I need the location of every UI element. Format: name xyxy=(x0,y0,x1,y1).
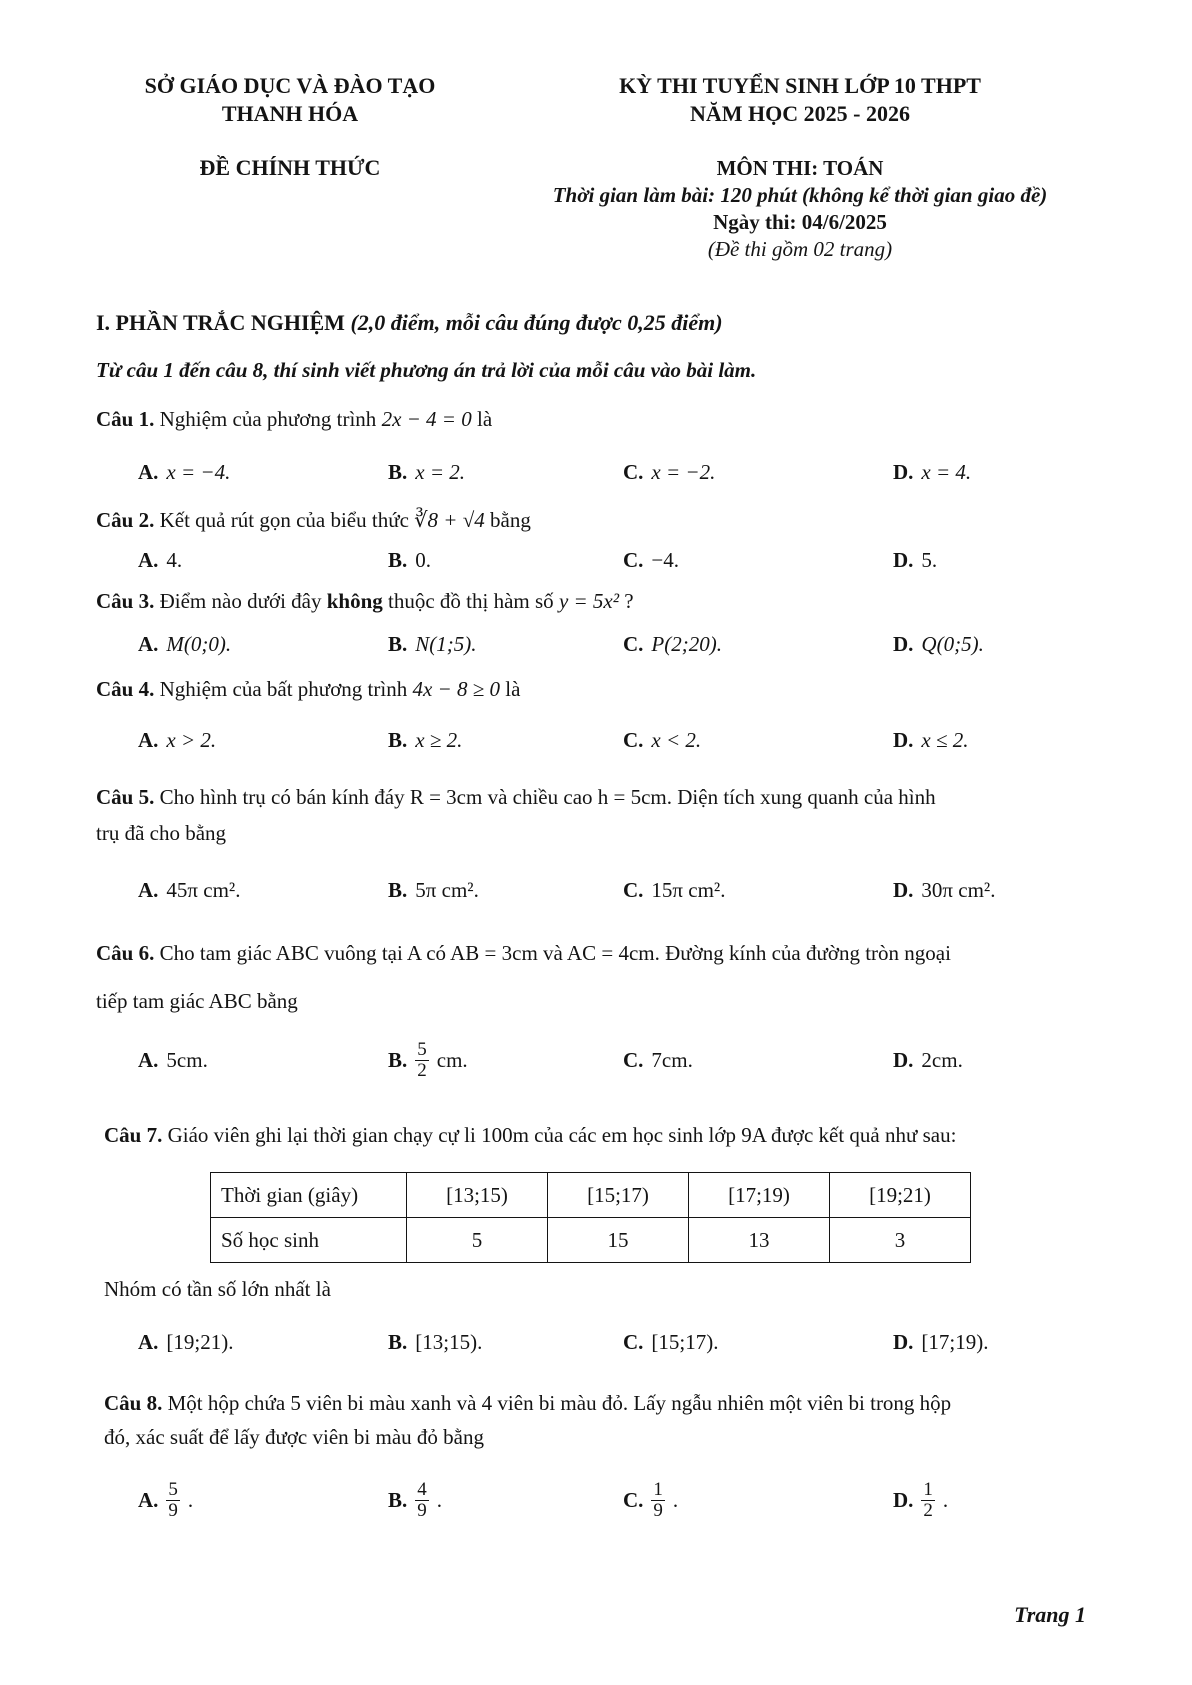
option-b[interactable]: B. N(1;5). xyxy=(388,632,477,656)
options-5 xyxy=(138,878,1098,918)
options-7 xyxy=(138,1330,1098,1370)
option-c[interactable]: C. 7cm. xyxy=(623,1048,693,1072)
question-number: Câu 1. xyxy=(96,407,155,431)
options-3 xyxy=(138,632,1098,672)
question-number: Câu 5. xyxy=(96,785,155,809)
fraction: $\frac{4}{9}$ xyxy=(417,1479,427,1521)
question-line-1: Một hộp chứa 5 viên bi màu xanh và 4 viên bi màu đỏ. Lấy ngẫu nhiên một viên bi trong hộp xyxy=(167,1391,952,1415)
question-1 xyxy=(96,402,1096,436)
question-2 xyxy=(96,503,1096,537)
options-1 xyxy=(138,460,1098,500)
fraction: $\frac{1}{2}$ xyxy=(923,1479,933,1521)
option-d[interactable]: D. 2cm. xyxy=(893,1048,963,1072)
option-c[interactable]: C. P(2;20). xyxy=(623,632,722,656)
option-c[interactable]: C. 15π cm². xyxy=(623,878,726,902)
exam-details xyxy=(480,155,1120,263)
question-line-1: Giáo viên ghi lại thời gian chạy cự li 100m của các em học sinh lớp 9A được kết quả như sau: xyxy=(167,1123,957,1147)
question-number: Câu 6. xyxy=(96,941,155,965)
question-line-2: trụ đã cho bằng xyxy=(96,821,227,845)
section-title-text: I. PHẦN TRẮC NGHIỆM xyxy=(96,310,345,335)
option-d[interactable]: D. x ≤ 2. xyxy=(893,728,969,752)
question-text: Kết quả rút gọn của biểu thức xyxy=(159,508,409,532)
question-tail: bằng xyxy=(490,508,531,532)
question-tail: ? xyxy=(624,589,634,613)
question-8 xyxy=(104,1386,1104,1454)
question-number: Câu 2. xyxy=(96,508,155,532)
question-text-2: thuộc đồ thị hàm số xyxy=(388,589,554,613)
question-7-prompt: Nhóm có tần số lớn nhất là xyxy=(104,1277,331,1301)
question-7 xyxy=(104,1118,1104,1152)
table-cell: 5 xyxy=(407,1218,548,1263)
question-number: Câu 8. xyxy=(104,1391,163,1415)
table-header-cell: [15;17) xyxy=(548,1173,689,1218)
option-a[interactable]: A. [19;21). xyxy=(138,1330,234,1354)
fraction: $\frac{5}{2}$ xyxy=(417,1039,427,1081)
question-text: Điểm nào dưới đây xyxy=(159,589,322,613)
question-tail: là xyxy=(505,677,521,701)
option-d[interactable]: D. $\frac{1}{2}$ . xyxy=(893,1479,949,1521)
department-line-2: THANH HÓA xyxy=(221,101,359,126)
table-cell: Số học sinh xyxy=(211,1218,407,1263)
option-c[interactable]: C. [15;17). xyxy=(623,1330,719,1354)
option-c[interactable]: C. x = −2. xyxy=(623,460,716,484)
option-a[interactable]: A. 45π cm². xyxy=(138,878,241,902)
exam-line-2: NĂM HỌC 2025 - 2026 xyxy=(690,101,910,126)
question-math: y = 5x² xyxy=(558,589,620,613)
page-number: Trang 1 xyxy=(1014,1602,1086,1627)
official-label: ĐỀ CHÍNH THỨC xyxy=(199,155,381,180)
option-d[interactable]: D. 30π cm². xyxy=(893,878,996,902)
option-d[interactable]: D. 5. xyxy=(893,548,938,572)
option-a[interactable]: A. 5cm. xyxy=(138,1048,208,1072)
question-6 xyxy=(96,936,1096,1018)
table-row xyxy=(211,1173,971,1218)
question-line-2: tiếp tam giác ABC bằng xyxy=(96,989,298,1013)
department-line-1: SỞ GIÁO DỤC VÀ ĐÀO TẠO xyxy=(144,73,436,98)
option-a[interactable]: A. M(0;0). xyxy=(138,632,232,656)
options-6 xyxy=(138,1040,1098,1096)
question-math: 4x − 8 ≥ 0 xyxy=(412,677,500,701)
option-d[interactable]: D. Q(0;5). xyxy=(893,632,984,656)
exam-date: Ngày thi: 04/6/2025 xyxy=(713,210,887,234)
time-label: Thời gian làm bài: xyxy=(552,183,716,207)
department-header xyxy=(80,72,500,128)
section-instruction: Từ câu 1 đến câu 8, thí sinh viết phương án trả lời của mỗi câu vào bài làm. xyxy=(96,358,757,382)
table-row xyxy=(211,1218,971,1263)
table-cell: 13 xyxy=(689,1218,830,1263)
question-number: Câu 4. xyxy=(96,677,155,701)
options-2 xyxy=(138,548,1098,588)
option-a[interactable]: A. x > 2. xyxy=(138,728,217,752)
option-b[interactable]: B. $\frac{5}{2}$ cm. xyxy=(388,1039,468,1081)
option-c[interactable]: C. $\frac{1}{9}$ . xyxy=(623,1479,679,1521)
table-cell: 3 xyxy=(830,1218,971,1263)
question-5 xyxy=(96,780,1096,850)
option-c[interactable]: C. x < 2. xyxy=(623,728,702,752)
fraction: $\frac{1}{9}$ xyxy=(653,1479,663,1521)
table-header-cell: [13;15) xyxy=(407,1173,548,1218)
options-8 xyxy=(138,1480,1098,1536)
option-b[interactable]: B. x = 2. xyxy=(388,460,466,484)
question-tail: là xyxy=(476,407,493,431)
section-note: (2,0 điểm, mỗi câu đúng được 0,25 điểm) xyxy=(350,310,723,335)
question-4 xyxy=(96,672,1096,706)
exam-line-1: KỲ THI TUYỂN SINH LỚP 10 THPT xyxy=(619,73,981,98)
question-math: 2x − 4 = 0 xyxy=(381,407,472,431)
option-a[interactable]: A. $\frac{5}{9}$ . xyxy=(138,1479,194,1521)
option-a[interactable]: A. 4. xyxy=(138,548,183,572)
section-title xyxy=(96,310,723,336)
question-emphasis: không xyxy=(326,589,383,613)
time-value: 120 phút (không kể thời gian giao đề) xyxy=(720,183,1048,207)
table-cell: 15 xyxy=(548,1218,689,1263)
fraction: $\frac{5}{9}$ xyxy=(168,1479,178,1521)
question-line-1: Cho tam giác ABC vuông tại A có AB = 3cm và AC = 4cm. Đường kính của đường tròn ngoại xyxy=(159,941,951,965)
pages-note: (Đề thi gồm 02 trang) xyxy=(707,237,893,261)
options-4 xyxy=(138,728,1098,768)
question-3 xyxy=(96,584,1096,618)
option-a[interactable]: A. x = −4. xyxy=(138,460,231,484)
option-c[interactable]: C. −4. xyxy=(623,548,680,572)
question-text: Nghiệm của phương trình xyxy=(159,407,377,431)
table-header-cell: [17;19) xyxy=(689,1173,830,1218)
question-math: ∛8 + √4 xyxy=(414,508,485,532)
option-b[interactable]: B. [13;15). xyxy=(388,1330,483,1354)
option-b[interactable]: B. 5π cm². xyxy=(388,878,479,902)
option-b[interactable]: B. 0. xyxy=(388,548,432,572)
option-d[interactable]: D. x = 4. xyxy=(893,460,972,484)
subject: MÔN THI: TOÁN xyxy=(716,156,884,180)
table-header-cell: Thời gian (giây) xyxy=(211,1173,407,1218)
question-line-2: đó, xác suất để lấy được viên bi màu đỏ bằng xyxy=(104,1425,484,1449)
table-header-cell: [19;21) xyxy=(830,1173,971,1218)
option-b[interactable]: B. $\frac{4}{9}$ . xyxy=(388,1479,443,1521)
question-number: Câu 3. xyxy=(96,589,155,613)
option-b[interactable]: B. x ≥ 2. xyxy=(388,728,463,752)
question-line-1: Cho hình trụ có bán kính đáy R = 3cm và chiều cao h = 5cm. Diện tích xung quanh của hình xyxy=(159,785,936,809)
option-d[interactable]: D. [17;19). xyxy=(893,1330,989,1354)
question-text: Nghiệm của bất phương trình xyxy=(159,677,408,701)
exam-header xyxy=(520,72,1080,128)
frequency-table xyxy=(210,1172,971,1263)
question-number: Câu 7. xyxy=(104,1123,163,1147)
